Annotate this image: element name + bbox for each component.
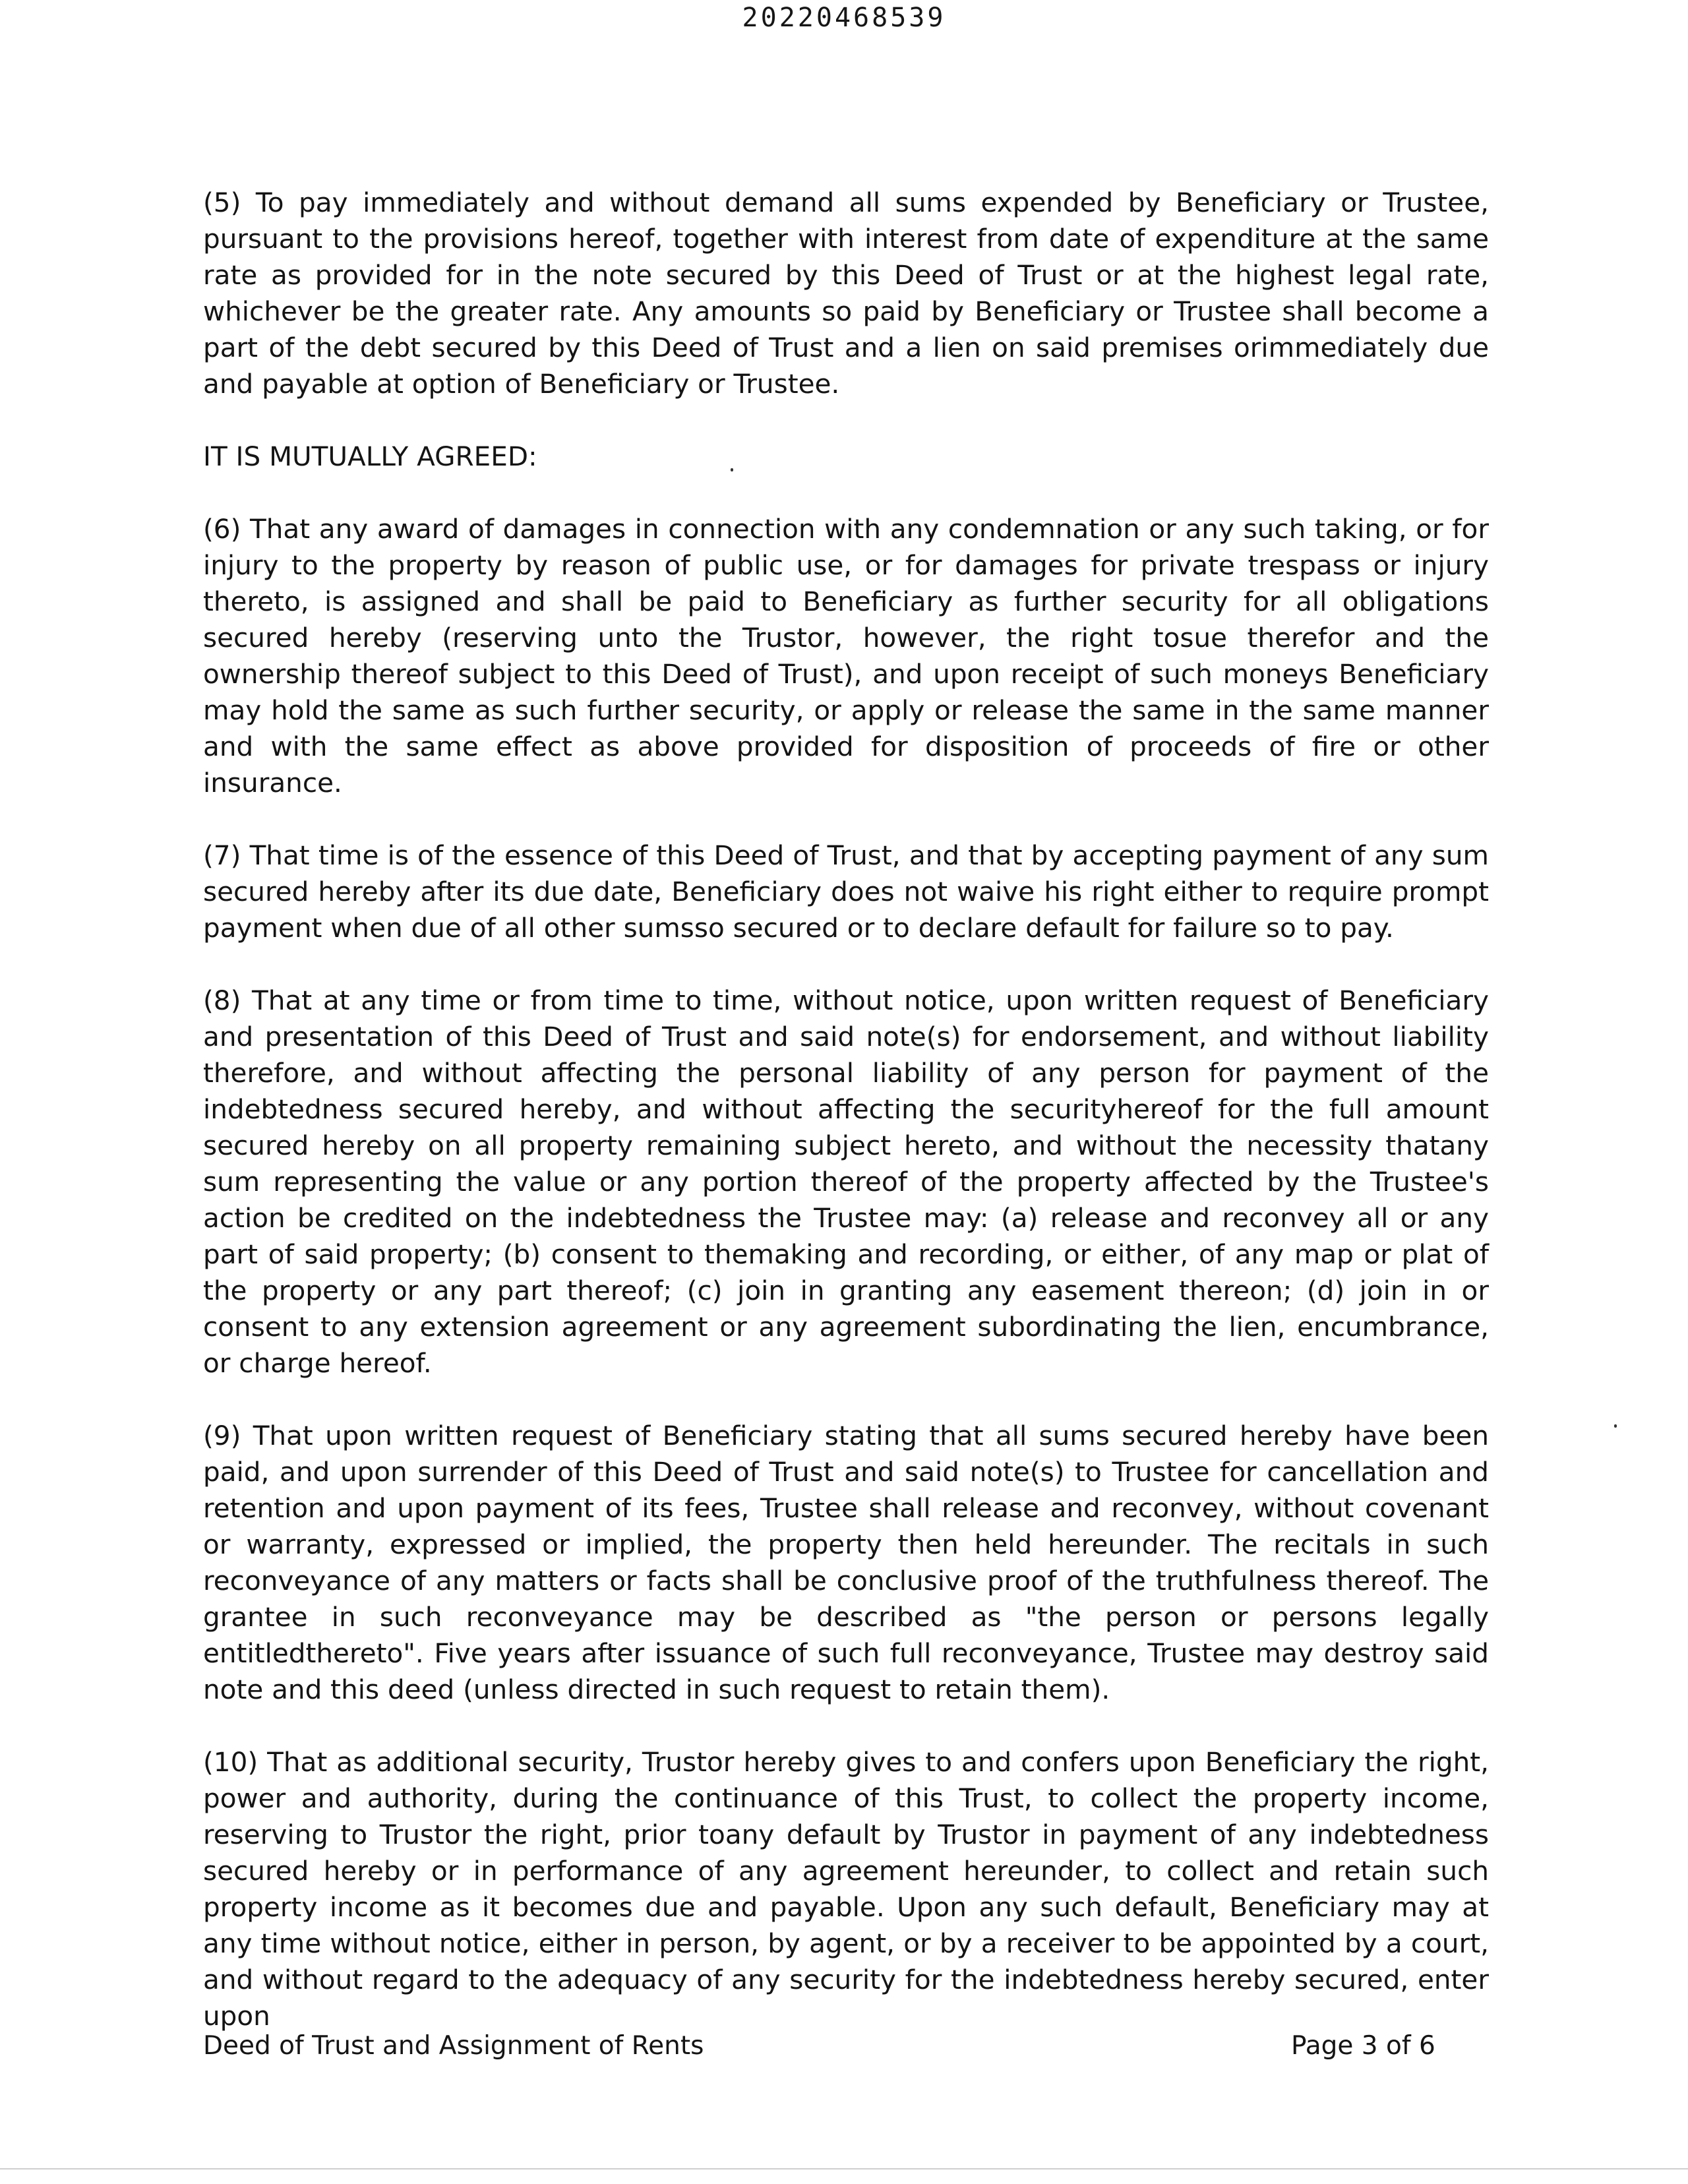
document-body bbox=[203, 185, 1489, 2034]
section-heading: IT IS MUTUALLY AGREED: bbox=[203, 440, 537, 472]
recording-number: 20220468539 bbox=[742, 3, 946, 33]
paragraph-7: (7) That time is of the essence of this Deed of Trust, and that by accepting payment of any sum secured hereby after its due date, Beneficiary does not waive his right either to require prompt payment when due of all other sumsso secured or to declare default for failure so to pay. bbox=[203, 839, 1489, 944]
paragraph-6: (6) That any award of damages in connection with any condemnation or any such taking, or for injury to the property by reason of public use, or for damages for private trespass or injury thereto, is assigned and shall be paid to Beneficiary as further security for all obligations secured hereby (reserving unto the Trustor, however, the right tosue therefor and the ownership thereof subject to this Deed of Trust), and upon receipt of such moneys Beneficiary may hold the same as such further security, or apply or release the same in the same manner and with the same effect as above provided for disposition of proceeds of fire or other insurance. bbox=[203, 513, 1489, 799]
paragraph-8: (8) That at any time or from time to time, without notice, upon written request of Beneficiary and presentation of this Deed of Trust and said note(s) for endorsement, and without liability therefore, and without affecting the personal liability of any person for payment of the indebtedness secured hereby, and without affecting the securityhereof for the full amount secured hereby on all property remaining subject hereto, and without the necessity thatany sum representing the value or any portion thereof of the property affected by the Trustee's action be credited on the indebtedness the Trustee may: (a) release and reconvey all or any part of said property; (b) consent to themaking and recording, or either, of any map or plat of the property or any part thereof; (c) join in granting any easement thereon; (d) join in or consent to any extension agreement or any agreement subordinating the lien, encumbrance, or charge hereof. bbox=[203, 985, 1489, 1379]
scan-speck bbox=[731, 468, 733, 471]
footer-document-title: Deed of Trust and Assignment of Rents bbox=[203, 2031, 704, 2061]
scan-speck bbox=[1614, 1424, 1617, 1428]
paragraph-5: (5) To pay immediately and without demand all sums expended by Beneficiary or Trustee, pursuant to the provisions hereof, together with interest from date of expenditure at the same rate as provided for in the note secured by this Deed of Trust or at the highest legal rate, whichever be the greater rate. Any amounts so paid by Beneficiary or Trustee shall become a part of the debt secured by this Deed of Trust and a lien on said premises orimmediately due and payable at option of Beneficiary or Trustee. bbox=[203, 187, 1489, 400]
footer-page-number: Page 3 of 6 bbox=[1291, 2031, 1435, 2061]
paragraph-10: (10) That as additional security, Trustor hereby gives to and confers upon Beneficiary the right, power and authority, during the continuance of this Trust, to collect the property income, reserving to Trustor the right, prior toany default by Trustor in payment of any indebtedness secured hereby or in performance of any agreement hereunder, to collect and retain such property income as it becomes due and payable. Upon any such default, Beneficiary may at any time without notice, either in person, by agent, or by a receiver to be appointed by a court, and without regard to the adequacy of any security for the indebtedness hereby secured, enter upon bbox=[203, 1746, 1489, 2032]
paragraph-9: (9) That upon written request of Beneficiary stating that all sums secured hereby have been paid, and upon surrender of this Deed of Trust and said note(s) to Trustee for cancellation and retention and upon payment of its fees, Trustee shall release and reconvey, without covenant or warranty, expressed or implied, the property then held hereunder. The recitals in such reconveyance of any matters or facts shall be conclusive proof of the truthfulness thereof. The grantee in such reconveyance may be described as "the person or persons legally entitledthereto". Five years after issuance of such full reconveyance, Trustee may destroy said note and this deed (unless directed in such request to retain them). bbox=[203, 1420, 1489, 1705]
scan-edge-line bbox=[0, 2168, 1688, 2169]
